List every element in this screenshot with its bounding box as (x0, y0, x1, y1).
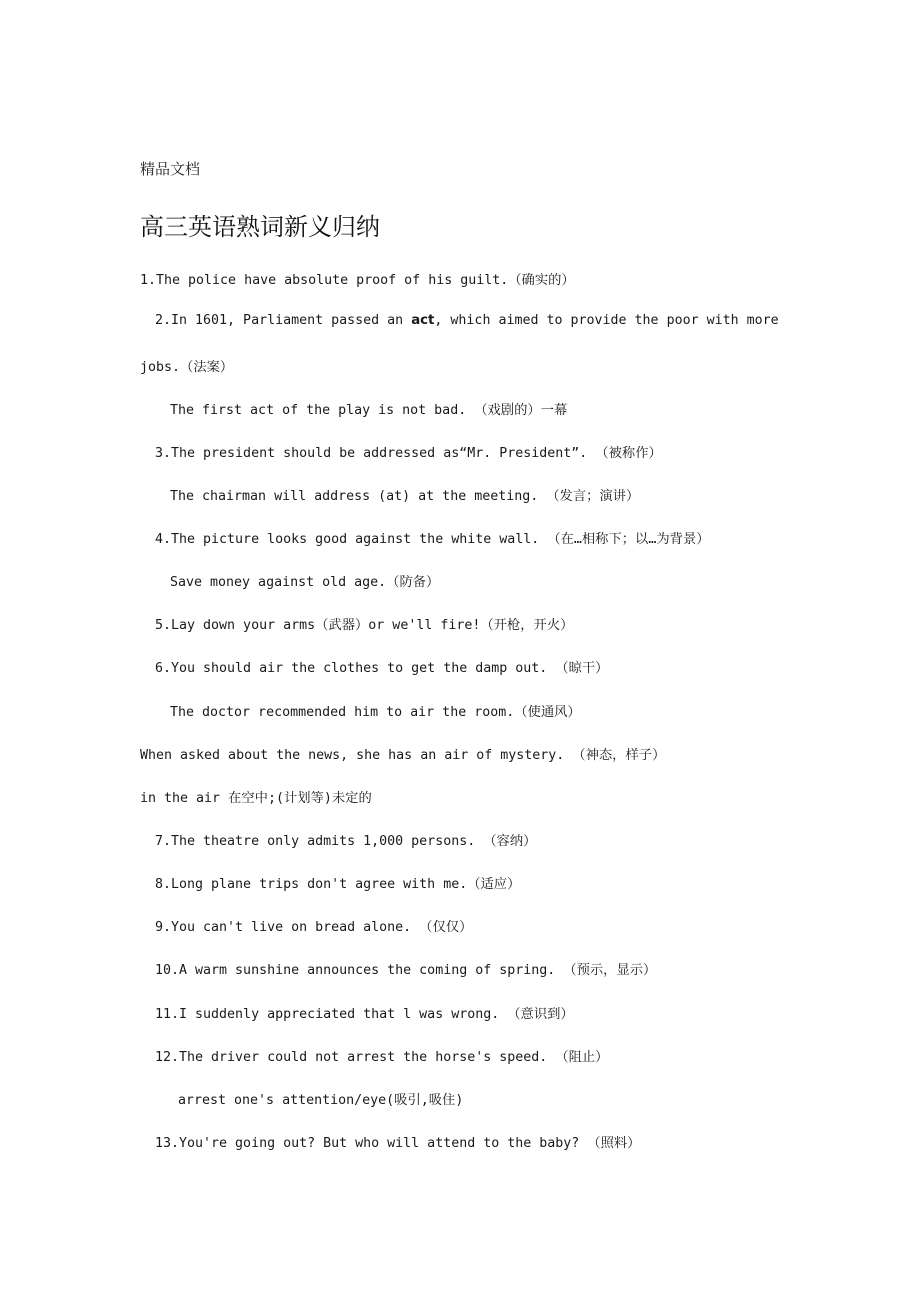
entry-line: The doctor recommended him to air the room.（使通风） (170, 705, 581, 720)
page-header: 精品文档 (140, 160, 201, 178)
entry-line: The first act of the play is not bad. （戏剧的）一幕 (170, 403, 568, 418)
entry-line: 7.The theatre only admits 1,000 persons. （容纳） (155, 834, 537, 849)
entry-line: 13.You're going out? But who will attend to the baby? （照料） (155, 1136, 641, 1151)
entry-text: , which aimed to provide the poor with more (434, 313, 779, 328)
entry-line: 5.Lay down your arms（武器）or we'll fire!（开枪，开火） (155, 618, 574, 633)
entry-line: 12.The driver could not arrest the horse's speed. （阻止） (155, 1050, 609, 1065)
document-title: 高三英语熟词新义归纳 (140, 213, 380, 241)
entry-text: 2.In 1601, Parliament passed an (155, 313, 404, 328)
entry-line: 9.You can't live on bread alone. （仅仅） (155, 920, 473, 935)
entry-line: jobs.（法案） (140, 360, 234, 375)
entry-line: arrest one's attention/eye(吸引,吸住) (178, 1093, 464, 1108)
entry-line: 4.The picture looks good against the white wall. （在…相称下；以…为背景） (155, 532, 710, 547)
entry-line: Save money against old age.（防备） (170, 575, 440, 590)
entry-line: When asked about the news, she has an air of mystery. （神态，样子） (140, 748, 666, 763)
entry-line: 11.I suddenly appreciated that l was wrong. （意识到） (155, 1007, 574, 1022)
entry-line (155, 313, 779, 328)
entry-line: in the air 在空中;(计划等)未定的 (140, 791, 372, 806)
entry-line: 1.The police have absolute proof of his guilt.（确实的） (140, 273, 575, 288)
entry-line: 8.Long plane trips don't agree with me.（适应） (155, 877, 521, 892)
emphasized-word: act (411, 313, 435, 328)
entry-line: The chairman will address (at) at the meeting. （发言；演讲） (170, 489, 640, 504)
entry-line: 10.A warm sunshine announces the coming of spring. （预示，显示） (155, 963, 657, 978)
entry-line: 3.The president should be addressed as“Mr. President”. （被称作） (155, 446, 662, 461)
entry-line: 6.You should air the clothes to get the damp out. （晾干） (155, 661, 609, 676)
